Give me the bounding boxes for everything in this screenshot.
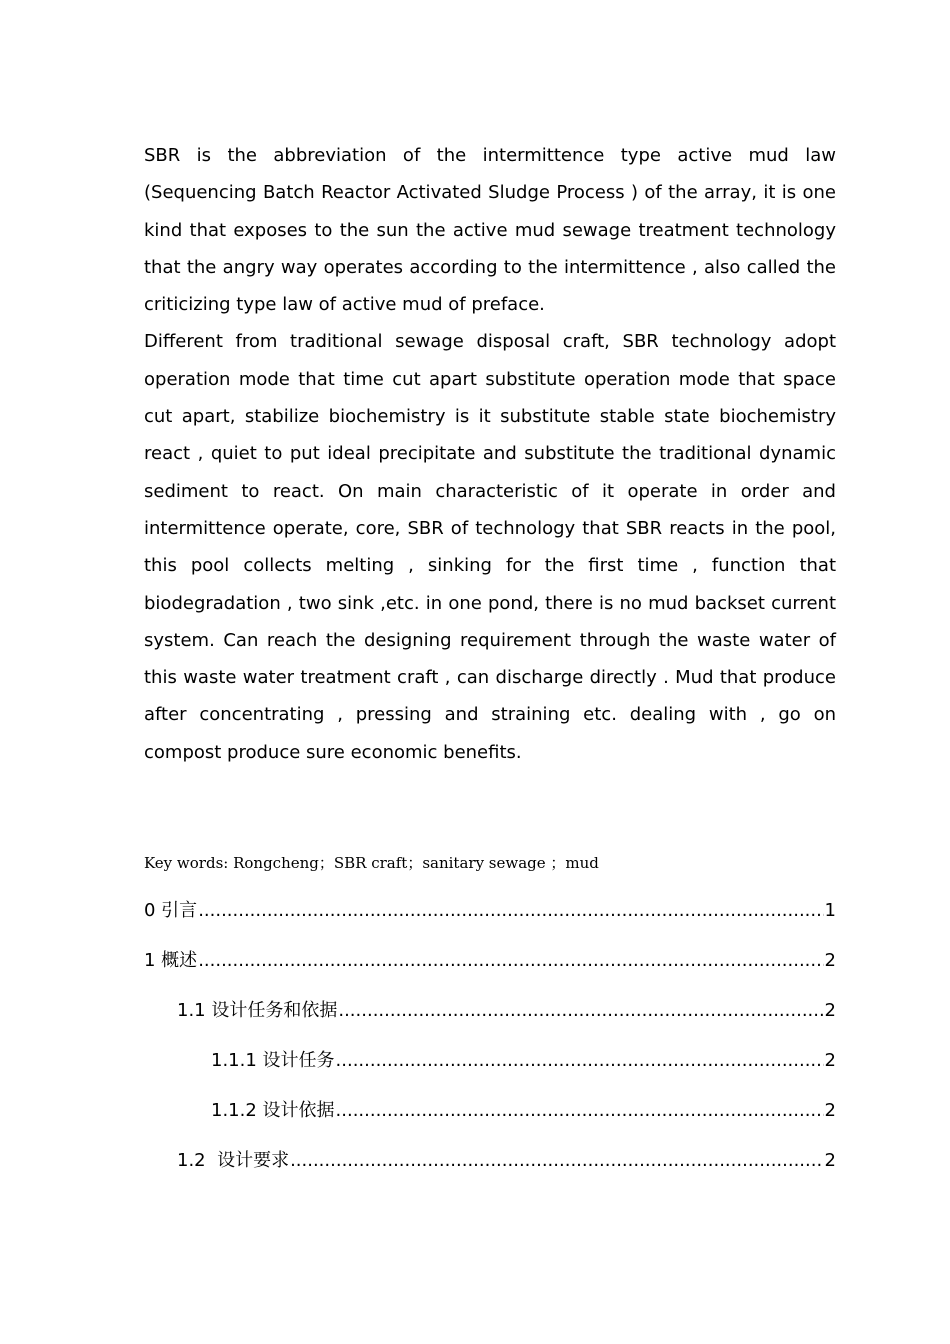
toc-entry-title: 0 引言: [144, 900, 198, 921]
toc-entry-title: 1.1.2 设计依据: [211, 1100, 335, 1121]
abstract-paragraph: Different from traditional sewage disposal craft, SBR technology adopt operation mode that time cut apart substitute operation mode that space cut apart, stabilize biochemistry is it substitute stable state biochemistry react , quiet to put ideal precipitate and substitute the traditional dynamic sediment to react. On main characteristic of it operate in order and intermittence operate, core, SBR of technology that SBR reacts in the pool, this pool collects melting , sinking for the first time , function that biodegradation , two sink ,etc. in one pond, there is no mud backset current system. Can reach the designing requirement through the waste water of this waste water treatment craft , can discharge directly . Mud that produce after concentrating , pressing and straining etc. dealing with , go on compost produce sure economic benefits.: [144, 331, 836, 763]
toc-entry[interactable]: [144, 894, 836, 944]
toc-entry-page: 2: [824, 1150, 836, 1171]
toc-dot-leader: [290, 1144, 823, 1178]
toc-entry[interactable]: [144, 1144, 836, 1194]
toc-entry[interactable]: [144, 1094, 836, 1144]
toc-dot-leader: [336, 1094, 824, 1128]
toc-dot-leader: [198, 894, 823, 928]
toc-dot-leader: [338, 994, 823, 1028]
toc-dot-leader: [336, 1044, 824, 1078]
table-of-contents: [144, 894, 836, 1194]
toc-entry[interactable]: [144, 1044, 836, 1094]
toc-entry-page: 1: [824, 900, 836, 921]
toc-entry[interactable]: [144, 994, 836, 1044]
toc-entry-title: 1.2 设计要求: [177, 1150, 290, 1171]
toc-entry-page: 2: [824, 1050, 836, 1071]
keywords-line: Key words: Rongcheng；SBR craft；sanitary sewage ；mud: [144, 854, 599, 872]
toc-entry-title: 1 概述: [144, 950, 198, 971]
toc-entry-title: 1.1 设计任务和依据: [177, 1000, 338, 1021]
toc-entry-page: 2: [824, 1000, 836, 1021]
abstract-body: [144, 137, 836, 771]
abstract-paragraph: SBR is the abbreviation of the intermittence type active mud law (Sequencing Batch Reactor Activated Sludge Process ) of the array, it is one kind that exposes to the sun the active mud sewage treatment technology that the angry way operates according to the intermittence , also called the criticizing type law of active mud of preface.: [144, 145, 836, 316]
toc-entry-page: 2: [824, 1100, 836, 1121]
toc-entry[interactable]: [144, 944, 836, 994]
toc-entry-page: 2: [824, 950, 836, 971]
toc-dot-leader: [198, 944, 823, 978]
toc-entry-title: 1.1.1 设计任务: [211, 1050, 335, 1071]
